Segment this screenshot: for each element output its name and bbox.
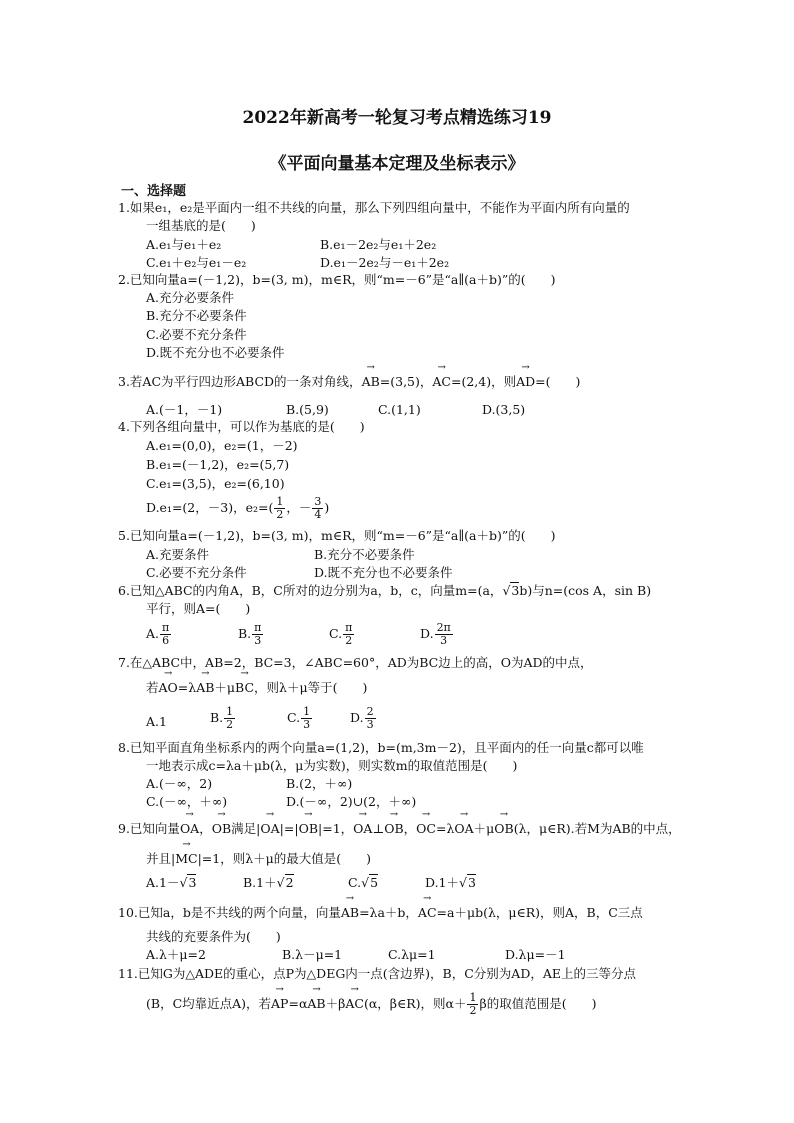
q10-option-b: B.λ－μ=1 xyxy=(282,947,343,962)
q6-option-b xyxy=(238,622,264,647)
q4-d-text: D.e₁=(2，－3)，e₂=( xyxy=(146,500,274,515)
q7-option-b xyxy=(210,706,236,731)
q10-stem-cont: 共线的充要条件为( ) xyxy=(146,929,281,944)
fraction xyxy=(160,622,171,647)
sqrt-radicand: 3 xyxy=(467,875,476,890)
vector-oa: → OA xyxy=(454,821,473,837)
q9-text: ＋μ xyxy=(473,821,495,836)
q8-stem: 8.已知平面直角坐标系内的两个向量a=(1,2)，b=(m,3m－2)，且平面内的任一向量c都可以唯 xyxy=(118,740,644,755)
q5-option-d: D.既不充分也不必要条件 xyxy=(314,565,453,580)
vector-oa: → OA xyxy=(260,821,279,837)
numerator: 1 xyxy=(226,705,234,718)
denominator: 2 xyxy=(226,718,234,731)
vector-ab: → AB xyxy=(362,374,380,390)
q5-option-c: C.必要不充分条件 xyxy=(146,565,247,580)
q4-option-c: C.e₁=(3,5)，e₂=(6,10) xyxy=(146,476,285,491)
q9-text: ， xyxy=(403,821,417,836)
q10-option-c: C.λμ=1 xyxy=(388,947,436,962)
option-letter: D. xyxy=(350,710,364,725)
vector-ob: → OB xyxy=(299,821,318,837)
q9-text: 9.已知向量 xyxy=(118,821,180,836)
q2-option-c: C.必要不充分条件 xyxy=(146,327,247,342)
option-letter: B. xyxy=(238,626,252,641)
option-text: A.1－ xyxy=(146,875,180,890)
fraction xyxy=(312,496,323,521)
vector-ob: → OB xyxy=(212,821,231,837)
q10-text: =a＋μb(λ，μ∈R)，则A，B，C三点 xyxy=(436,905,643,920)
q11-text: =α xyxy=(288,996,308,1011)
denominator: 2 xyxy=(345,634,353,647)
q1-option-d: D.e₁－2e₂与－e₁＋2e₂ xyxy=(320,255,450,270)
q1-option-c: C.e₁＋e₂与e₁－e₂ xyxy=(146,255,247,270)
q7-option-d xyxy=(350,706,377,731)
fraction xyxy=(467,992,478,1017)
numerator: 2π xyxy=(436,621,451,634)
q9-option-d xyxy=(425,875,476,891)
fraction xyxy=(435,622,453,647)
vector-ac: → AC xyxy=(418,905,437,921)
vector-ap: → AP xyxy=(271,996,288,1012)
q10-text: 10.已知a，b是不共线的两个向量，向量 xyxy=(118,905,341,920)
q11-text: (B，C均靠近点A)，若 xyxy=(146,996,272,1011)
q9-text: (λ，μ∈R).若M为AB的中点， xyxy=(513,821,681,836)
q9-stem xyxy=(118,821,681,837)
q8-option-c: C.(－∞，＋∞) xyxy=(146,794,228,809)
sqrt-radicand: 3 xyxy=(511,583,520,598)
q9-text: 满足| xyxy=(231,821,261,836)
q5-option-b: B.充分不必要条件 xyxy=(314,547,415,562)
fraction xyxy=(224,706,235,731)
fraction xyxy=(343,622,354,647)
denominator: 2 xyxy=(469,1004,477,1017)
q8-stem-cont: 一地表示成c=λa＋μb(λ，μ为实数)，则实数m的取值范围是( ) xyxy=(146,758,518,773)
q10-text: =λa＋b， xyxy=(359,905,418,920)
vector-ab: → AB xyxy=(341,905,359,921)
sqrt-icon: √ xyxy=(276,875,285,890)
vector-mc: → MC xyxy=(175,851,197,867)
q4-d-text: ) xyxy=(324,500,330,515)
q10-option-a: A.λ＋μ=2 xyxy=(146,947,206,962)
q11-stem: 11.已知G为△ADE的重心，点P为△DEG内一点(含边界)，B，C分别为AD，AE上的三等分点 xyxy=(118,966,637,981)
q1-stem: 1.如果e₁，e₂是平面内一组不共线的向量，那么下列四组向量中，不能作为平面内所有向量的 xyxy=(118,200,630,215)
q3-stem xyxy=(118,374,580,390)
q7-option-a: A.1 xyxy=(146,714,167,729)
q7-option-c xyxy=(287,706,313,731)
page-subtitle: 《平面向量基本定理及坐标表示》 xyxy=(269,154,525,174)
option-text: B.1＋ xyxy=(243,875,277,890)
sqrt-radicand: 3 xyxy=(188,875,197,890)
q2-stem: 2.已知向量a=(－1,2)，b=(3, m)，m∈R，则“m=－6”是“a∥(a＋b)”的( ) xyxy=(118,272,556,287)
fraction xyxy=(252,622,263,647)
q9-text: |=| xyxy=(279,821,299,836)
numerator: π xyxy=(345,621,353,634)
q1-stem-cont: 一组基底的是( ) xyxy=(146,218,256,233)
q3-text: =( ) xyxy=(535,374,581,389)
q6-stem xyxy=(118,583,651,599)
vector-oc: → OC xyxy=(416,821,436,837)
fraction xyxy=(301,706,312,731)
denominator: 4 xyxy=(314,508,322,521)
vector-bc: → BC xyxy=(235,680,254,696)
denominator: 6 xyxy=(162,634,170,647)
numerator: π xyxy=(254,621,262,634)
option-text: D.1＋ xyxy=(425,875,460,890)
vector-ac: → AC xyxy=(345,996,364,1012)
vector-ab: → AB xyxy=(196,680,214,696)
q6-text: 6.已知△ABC的内角A，B，C所对的边分别为a，b，c，向量m=(a， xyxy=(118,583,503,598)
denominator: 3 xyxy=(303,718,311,731)
section-heading: 一、选择题 xyxy=(121,184,187,199)
option-letter: B. xyxy=(210,710,224,725)
q9-option-c xyxy=(348,875,378,891)
sqrt-radicand: 2 xyxy=(285,875,294,890)
numerator: 1 xyxy=(303,705,311,718)
q1-option-b: B.e₁－2e₂与e₁＋2e₂ xyxy=(320,237,437,252)
fraction xyxy=(274,496,285,521)
q4-stem: 4.下列各组向量中，可以作为基底的是( ) xyxy=(118,419,365,434)
q10-stem xyxy=(118,905,643,921)
q9-text: =λ xyxy=(435,821,455,836)
vector-oa: → OA xyxy=(353,821,372,837)
q10-option-d: D.λμ=－1 xyxy=(505,947,566,962)
q11-stem-cont xyxy=(146,992,596,1017)
q2-option-d: D.既不充分也不必要条件 xyxy=(146,345,285,360)
q9-option-a xyxy=(146,875,196,891)
q6-text: b)与n=(cos A，sin B) xyxy=(519,583,652,598)
q7-stem-cont xyxy=(146,680,367,696)
q3-option-c: C.(1,1) xyxy=(378,402,421,417)
numerator: 1 xyxy=(469,991,477,1004)
vector-ac: → AC xyxy=(432,374,451,390)
q9-text: ⊥ xyxy=(372,821,385,836)
q3-option-a: A.(－1，－1) xyxy=(146,402,223,417)
vector-ob: → OB xyxy=(384,821,403,837)
option-letter: C. xyxy=(287,710,301,725)
vector-ob: → OB xyxy=(494,821,513,837)
q3-text: =(3,5)， xyxy=(379,374,433,389)
q11-text: ＋β xyxy=(325,996,346,1011)
q4-option-d xyxy=(146,496,329,521)
q4-option-a: A.e₁=(0,0)，e₂=(1，－2) xyxy=(146,438,298,453)
q6-option-a xyxy=(146,622,172,647)
page-title: 2022年新高考一轮复习考点精选练习19 xyxy=(242,108,552,128)
vector-ab: → AB xyxy=(307,996,325,1012)
q3-text: 3.若AC为平行四边形ABCD的一条对角线， xyxy=(118,374,362,389)
q9-option-b xyxy=(243,875,294,891)
option-letter: C. xyxy=(329,626,343,641)
q2-option-b: B.充分不必要条件 xyxy=(146,308,247,323)
vector-ad: → AD xyxy=(516,374,535,390)
denominator: 2 xyxy=(276,508,284,521)
q2-option-a: A.充分必要条件 xyxy=(146,290,235,305)
q11-text: (α，β∈R)，则α＋ xyxy=(363,996,467,1011)
denominator: 3 xyxy=(366,718,374,731)
q9-text: |=1， xyxy=(318,821,354,836)
vector-oa: → OA xyxy=(180,821,199,837)
q5-option-a: A.充要条件 xyxy=(146,547,210,562)
q7-text: 若 xyxy=(146,680,159,695)
q9-stem-cont xyxy=(146,851,371,867)
q7-stem: 7.在△ABC中，AB=2，BC=3，∠ABC=60°，AD为BC边上的高，O为AD的中点， xyxy=(118,655,593,670)
numerator: 3 xyxy=(314,495,322,508)
q1-option-a: A.e₁与e₁＋e₂ xyxy=(146,237,222,252)
sqrt-radicand: 5 xyxy=(370,875,379,890)
q7-text: =λ xyxy=(177,680,197,695)
option-letter: A. xyxy=(146,626,160,641)
q3-text: =(2,4)，则 xyxy=(450,374,517,389)
q6-option-c xyxy=(329,622,355,647)
fraction xyxy=(365,706,376,731)
q9-text: ， xyxy=(199,821,212,836)
q5-stem: 5.已知向量a=(－1,2)，b=(3, m)，m∈R，则“m=－6”是“a∥(a＋b)”的( ) xyxy=(118,528,556,543)
sqrt-icon: √ xyxy=(179,875,188,890)
numerator: π xyxy=(162,621,170,634)
q8-option-a: A.(－∞，2) xyxy=(146,776,213,791)
q7-text: ，则λ＋μ等于( ) xyxy=(254,680,368,695)
q11-text: β的取值范围是( ) xyxy=(479,996,597,1011)
sqrt-icon: √ xyxy=(459,875,467,890)
q6-stem-cont: 平行，则A=( ) xyxy=(146,601,251,616)
denominator: 3 xyxy=(254,634,262,647)
option-letter: D. xyxy=(420,626,434,641)
q7-text: ＋μ xyxy=(214,680,236,695)
q8-option-b: B.(2，＋∞) xyxy=(286,776,353,791)
q3-option-b: B.(5,9) xyxy=(286,402,329,417)
denominator: 3 xyxy=(440,634,448,647)
q4-option-b: B.e₁=(－1,2)，e₂=(5,7) xyxy=(146,457,290,472)
sqrt-icon: √ xyxy=(502,583,511,598)
q8-option-d: D.(－∞，2)∪(2，＋∞) xyxy=(286,794,417,809)
q3-option-d: D.(3,5) xyxy=(482,402,526,417)
q6-option-d xyxy=(420,622,454,647)
numerator: 2 xyxy=(366,705,374,718)
q4-d-text: ，－ xyxy=(286,500,312,515)
q9-text: 并且| xyxy=(146,851,176,866)
q9-text: |=1，则λ＋μ的最大值是( ) xyxy=(197,851,372,866)
numerator: 1 xyxy=(276,495,284,508)
option-text: C. xyxy=(348,875,362,890)
vector-ao: → AO xyxy=(159,680,178,696)
sqrt-icon: √ xyxy=(361,875,370,890)
